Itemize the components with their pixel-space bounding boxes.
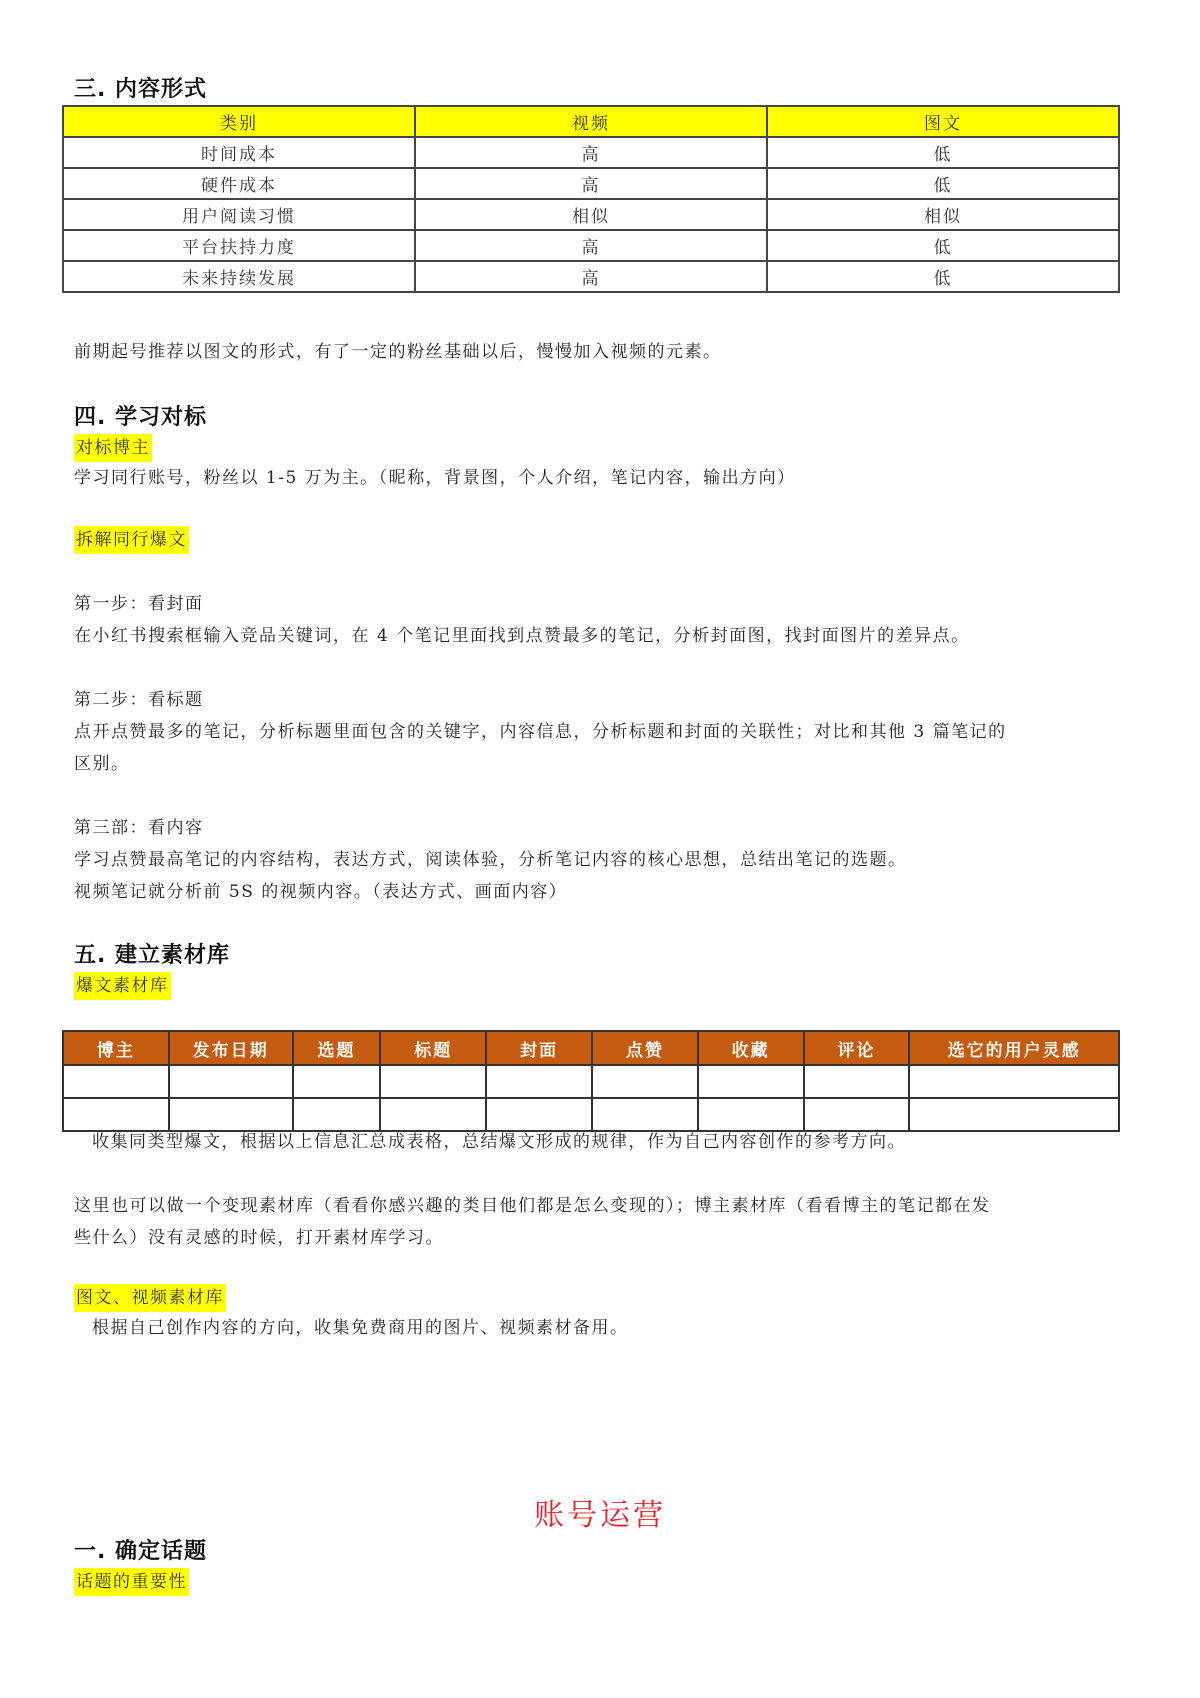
step3-title: 第三部：看内容 <box>74 818 204 838</box>
monetization-library-text-line2: 些什么）没有灵感的时候，打开素材库学习。 <box>74 1228 444 1248</box>
table-header-cell: 封面 <box>486 1031 592 1065</box>
hit-material-table <box>62 1030 1120 1132</box>
hit-table-note: 收集同类型爆文，根据以上信息汇总成表格，总结爆文形成的规律，作为自己内容创作的参考方向。 <box>92 1132 906 1152</box>
step2-title: 第二步：看标题 <box>74 690 204 710</box>
table-row <box>63 1065 1119 1098</box>
highlight-topic-importance: 话题的重要性 <box>74 1568 189 1596</box>
table-cell <box>804 1065 910 1098</box>
table-cell <box>293 1065 381 1098</box>
table-cell: 用户阅读习惯 <box>63 199 415 230</box>
step1-text: 在小红书搜索框输入竞品关键词，在 4 个笔记里面找到点赞最多的笔记，分析封面图，找封面图片的差异点。 <box>74 626 970 646</box>
table-header-cell: 标题 <box>380 1031 486 1065</box>
table-cell: 高 <box>415 137 767 168</box>
table-header-cell: 类别 <box>63 106 415 137</box>
table-header-cell: 博主 <box>63 1031 169 1065</box>
table-cell: 时间成本 <box>63 137 415 168</box>
table-row <box>63 261 1119 292</box>
step3-text-line1: 学习点赞最高笔记的内容结构，表达方式，阅读体验，分析笔记内容的核心思想，总结出笔记的选题。 <box>74 850 907 870</box>
table-header-cell: 收藏 <box>698 1031 804 1065</box>
table-cell: 高 <box>415 168 767 199</box>
table-cell <box>63 1065 169 1098</box>
table-cell <box>169 1065 293 1098</box>
table-cell: 低 <box>767 261 1119 292</box>
benchmark-blogger-text: 学习同行账号，粉丝以 1-5 万为主。（昵称，背景图，个人介绍，笔记内容，输出方向） <box>74 468 796 488</box>
table-cell: 高 <box>415 230 767 261</box>
table-row <box>63 230 1119 261</box>
table-header-cell: 选题 <box>293 1031 381 1065</box>
table-cell: 未来持续发展 <box>63 261 415 292</box>
table-header-cell: 评论 <box>804 1031 910 1065</box>
table-cell <box>486 1065 592 1098</box>
table-cell <box>380 1065 486 1098</box>
account-operations-title: 账号运营 <box>534 1498 666 1533</box>
table-cell: 高 <box>415 261 767 292</box>
highlight-benchmark-blogger: 对标博主 <box>74 434 152 462</box>
step3-text-line2: 视频笔记就分析前 5S 的视频内容。（表达方式、画面内容） <box>74 882 568 902</box>
table-row <box>63 199 1119 230</box>
section-heading-benchmark: 四. 学习对标 <box>74 405 208 430</box>
table-header-cell: 选它的用户灵感 <box>909 1031 1119 1065</box>
table-cell <box>909 1065 1119 1098</box>
highlight-dissect-hits: 拆解同行爆文 <box>74 526 189 554</box>
table-row <box>63 168 1119 199</box>
table-cell: 相似 <box>767 199 1119 230</box>
media-library-text: 根据自己创作内容的方向，收集免费商用的图片、视频素材备用。 <box>92 1318 629 1338</box>
table-cell: 低 <box>767 137 1119 168</box>
section-heading-determine-topic: 一. 确定话题 <box>74 1539 208 1564</box>
content-form-note: 前期起号推荐以图文的形式，有了一定的粉丝基础以后，慢慢加入视频的元素。 <box>74 342 722 362</box>
table-header-row <box>63 1031 1119 1065</box>
table-header-cell: 发布日期 <box>169 1031 293 1065</box>
table-cell: 相似 <box>415 199 767 230</box>
content-form-table <box>62 105 1120 293</box>
step1-title: 第一步：看封面 <box>74 594 204 614</box>
section-heading-content-form: 三. 内容形式 <box>74 77 208 102</box>
table-header-cell: 点赞 <box>592 1031 698 1065</box>
step2-text-line2: 区别。 <box>74 754 130 774</box>
table-cell <box>592 1065 698 1098</box>
highlight-hit-material-library: 爆文素材库 <box>74 972 171 1000</box>
table-cell: 硬件成本 <box>63 168 415 199</box>
table-cell <box>909 1098 1119 1131</box>
table-row <box>63 137 1119 168</box>
table-cell: 低 <box>767 168 1119 199</box>
section-heading-material-library: 五. 建立素材库 <box>74 943 231 968</box>
table-header-cell: 图文 <box>767 106 1119 137</box>
monetization-library-text-line1: 这里也可以做一个变现素材库（看看你感兴趣的类目他们都是怎么变现的）；博主素材库（看看博主的笔记都在发 <box>74 1196 991 1216</box>
step2-text-line1: 点开点赞最多的笔记，分析标题里面包含的关键字，内容信息，分析标题和封面的关联性；对比和其他 3 篇笔记的 <box>74 722 1007 742</box>
highlight-media-material-library: 图文、视频素材库 <box>74 1284 226 1312</box>
table-cell: 低 <box>767 230 1119 261</box>
table-header-cell: 视频 <box>415 106 767 137</box>
table-header-row <box>63 106 1119 137</box>
table-cell <box>698 1065 804 1098</box>
table-cell: 平台扶持力度 <box>63 230 415 261</box>
